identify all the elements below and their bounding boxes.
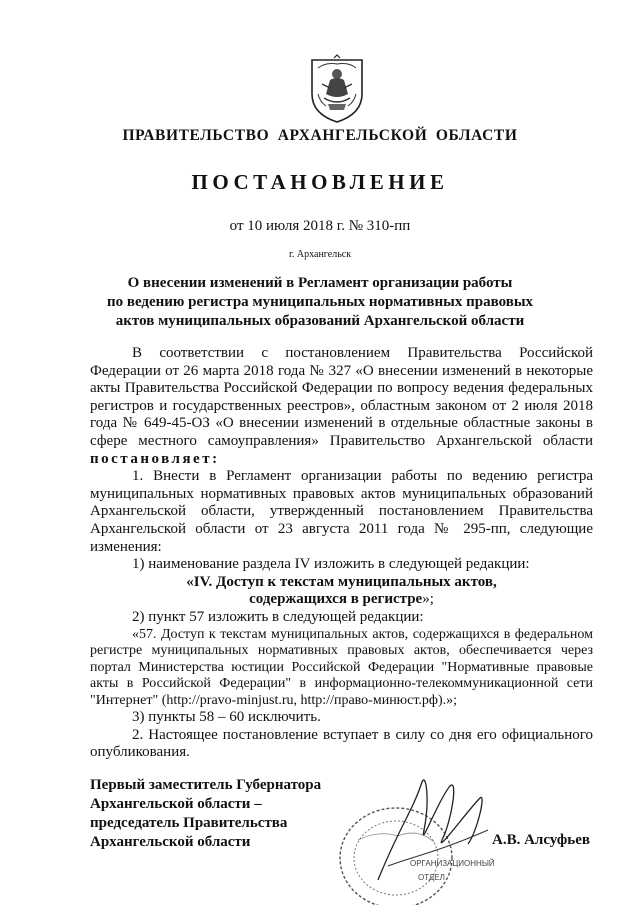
item-2: 2. Настоящее постановление вступает в силу со дня его официального опубликования. <box>90 726 593 761</box>
stamp-text: ОРГАНИЗАЦИОННЫЙ <box>410 859 495 868</box>
subitem-3: 3) пункты 58 – 60 исключить. <box>132 709 321 725</box>
decree-title <box>90 274 550 331</box>
decree-body <box>90 345 593 762</box>
resolves-word: постановляет <box>90 450 213 467</box>
subitem-1: 1) наименование раздела IV изложить в следующей редакции: <box>132 556 530 573</box>
signature-block <box>90 776 321 852</box>
document-type: ПОСТАНОВЛЕНИЕ <box>191 170 449 194</box>
title-line: по ведению регистра муниципальных нормативных правовых <box>106 294 534 310</box>
signer-position-line: Первый заместитель Губернатора <box>90 777 322 793</box>
signer-position-line: Архангельской области – <box>90 796 262 812</box>
title-line: актов муниципальных образований Архангельской области <box>115 313 525 329</box>
resolves-colon: : <box>212 450 218 467</box>
signer-position-line: Архангельской области <box>90 834 251 850</box>
signer-name: А.В. Алсуфьев <box>492 832 590 848</box>
city: г. Архангельск <box>288 249 352 260</box>
stamp-text: ОТДЕЛ <box>418 873 445 882</box>
preamble-text: В соответствии с постановлением Правительства Российской Федерации от 26 марта 2018 года № 327 «О внесении изменений в некоторые акты Правительства Российской Федерации по вопросу ведения федеральных регистров и государственных реестров», областным законом от 2 июля 2018 года № 649-45-ОЗ «О внесении изменений в отдельные областные законы в сфере местного самоуправления» Правительство Архангельской области <box>90 345 593 449</box>
date-number: от 10 июля 2018 г. № 310-пп <box>229 218 411 234</box>
section-title-line-1: «IV. Доступ к текстам муниципальных актов, <box>186 573 497 590</box>
item-1: 1. Внести в Регламент организации работы по ведению регистра муниципальных нормативных правовых актов муниципальных образований Архангельской области, утвержденный постановлением Правительства Архангельской области от 23 августа 2011 года № 295-пп, следующие изменения: <box>90 468 593 555</box>
section-title-text: содержащихся в регистре <box>249 591 423 608</box>
section-title-end: »; <box>422 591 434 608</box>
preamble-paragraph <box>90 345 593 468</box>
signer-position-line: председатель Правительства <box>90 815 288 831</box>
seal-stamp-icon <box>318 770 508 905</box>
paragraph-57: «57. Доступ к текстам муниципальных актов, содержащихся в федеральном регистре муниципальных нормативных правовых актов, обеспечивается через портал Министерства юстиции Российской Федерации "Нормативные правовые акты в Российской Федерации" в информационно-телекоммуникационной сети "Интернет" (http://pravo-minjust.ru, http://право-минюст.рф).»; <box>90 626 593 708</box>
section-title-line-2 <box>90 591 593 609</box>
title-line: О внесении изменений в Регламент организации работы <box>127 275 513 291</box>
government-name: ПРАВИТЕЛЬСТВО АРХАНГЕЛЬСКОЙ ОБЛАСТИ <box>122 127 518 144</box>
coat-of-arms-icon <box>304 54 370 124</box>
subitem-2: 2) пункт 57 изложить в следующей редакции: <box>132 608 424 625</box>
